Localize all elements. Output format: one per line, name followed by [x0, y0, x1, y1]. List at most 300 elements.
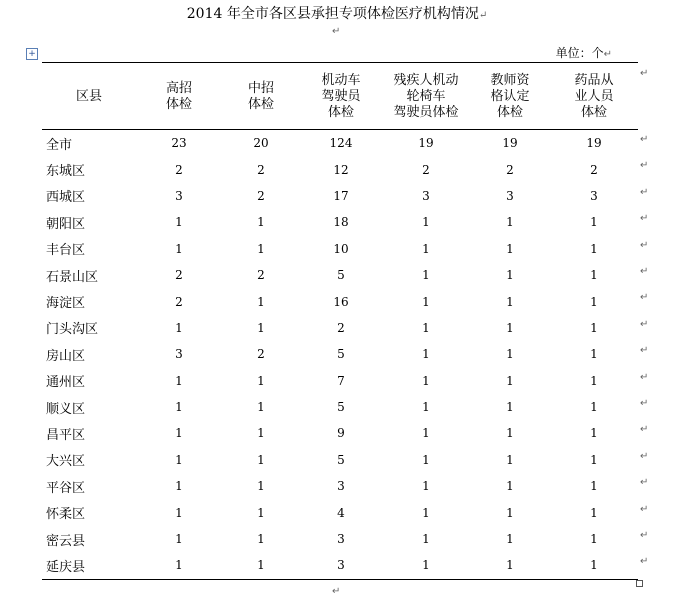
- table-row: [42, 368, 638, 394]
- cell-value: 124: [329, 136, 353, 151]
- cell-value: 18: [333, 215, 349, 230]
- district-name-text: 房山区: [46, 348, 86, 364]
- table-row: [42, 262, 638, 288]
- cell-value: 2: [175, 294, 183, 309]
- district-name-text: 东城区: [46, 164, 86, 180]
- district-name-text: 平谷区: [46, 480, 86, 496]
- row-end-mark-icon: ↵: [640, 160, 649, 172]
- table-cell: [222, 499, 300, 525]
- table-cell: [222, 473, 300, 499]
- table-cell: [382, 473, 470, 499]
- district-name: [42, 156, 136, 182]
- column-header: [470, 63, 550, 130]
- table-row: [42, 315, 638, 341]
- table-cell: [300, 526, 382, 552]
- cell-value: 1: [590, 452, 598, 467]
- cell-value: 1: [422, 479, 430, 494]
- column-header-line: 轮椅车: [406, 89, 446, 104]
- table-row: [42, 552, 638, 579]
- column-header-line: 体检: [165, 97, 192, 112]
- table-cell: [300, 288, 382, 314]
- table-cell: [300, 209, 382, 235]
- table-cell: [382, 262, 470, 288]
- table-cell: [470, 288, 550, 314]
- cell-value: 1: [422, 505, 430, 520]
- table-cell: [550, 368, 638, 394]
- table-cell: [550, 420, 638, 446]
- table-cell: [222, 315, 300, 341]
- table-cell: [222, 183, 300, 209]
- cell-value: 1: [506, 294, 514, 309]
- column-header-line: 药品从: [574, 73, 614, 88]
- cell-value: 1: [175, 505, 183, 520]
- table-row: [42, 156, 638, 182]
- row-end-mark-icon: ↵: [640, 556, 649, 568]
- cell-value: 1: [422, 215, 430, 230]
- cell-value: 2: [257, 268, 265, 283]
- row-end-mark-icon: ↵: [640, 134, 649, 145]
- table-row: [42, 341, 638, 367]
- district-name: [42, 499, 136, 525]
- cell-value: 3: [422, 188, 430, 203]
- district-name: [42, 315, 136, 341]
- column-header-line: 驾驶员: [321, 89, 361, 104]
- table-cell: [382, 315, 470, 341]
- paragraph-mark-icon: ↵: [478, 10, 488, 21]
- district-name-text: 朝阳区: [46, 216, 86, 232]
- cell-value: 1: [590, 505, 598, 520]
- unit-label: 单位：个↵: [555, 46, 612, 60]
- district-name: [42, 526, 136, 552]
- table-row: [42, 499, 638, 525]
- cell-value: 12: [333, 162, 349, 177]
- cell-value: 1: [506, 452, 514, 467]
- table-cell: [550, 341, 638, 367]
- table-cell: [382, 183, 470, 209]
- table-cell: [136, 156, 222, 182]
- district-name-text: 门头沟区: [46, 322, 99, 338]
- table-cell: [136, 183, 222, 209]
- table-cell: [222, 156, 300, 182]
- table-cell: [470, 209, 550, 235]
- cell-value: 1: [175, 241, 183, 256]
- table-cell: [300, 262, 382, 288]
- table-cell: [550, 130, 638, 157]
- table-cell: [136, 130, 222, 157]
- table-cell: [222, 447, 300, 473]
- table-cell: [300, 447, 382, 473]
- column-header-line: 体检: [580, 105, 607, 120]
- cell-value: 2: [257, 162, 265, 177]
- table-cell: [222, 209, 300, 235]
- cell-value: 1: [257, 215, 265, 230]
- cell-value: 3: [590, 188, 598, 203]
- table-cell: [136, 368, 222, 394]
- row-end-mark-icon: ↵: [640, 345, 649, 357]
- cell-value: 1: [590, 373, 598, 388]
- table-cell: [136, 473, 222, 499]
- table-cell: [300, 183, 382, 209]
- district-name: [42, 420, 136, 446]
- table-row: [42, 473, 638, 499]
- table-cell: [550, 288, 638, 314]
- cell-value: 1: [257, 479, 265, 494]
- cell-value: 1: [590, 479, 598, 494]
- cell-value: 10: [333, 241, 349, 256]
- table-cell: [136, 394, 222, 420]
- table-cell: [300, 341, 382, 367]
- table-cell: [382, 236, 470, 262]
- table-row: [42, 130, 638, 157]
- cell-value: 3: [337, 558, 345, 573]
- cell-value: 17: [333, 188, 349, 203]
- district-name: [42, 341, 136, 367]
- cell-value: 1: [506, 268, 514, 283]
- cell-value: 5: [337, 268, 345, 283]
- table-cell: [136, 552, 222, 579]
- column-header: [550, 63, 638, 130]
- cell-value: 5: [337, 400, 345, 415]
- table-cell: [550, 499, 638, 525]
- table-cell: [550, 447, 638, 473]
- cell-value: 19: [418, 136, 434, 151]
- cell-value: 1: [257, 532, 265, 547]
- page-title: 2014 年全市各区县承担专项体检医疗机构情况↵: [186, 6, 488, 22]
- table-cell: [470, 183, 550, 209]
- cell-value: 19: [502, 136, 518, 151]
- cell-value: 2: [337, 320, 345, 335]
- table-cell: [300, 552, 382, 579]
- cell-value: 23: [171, 136, 187, 151]
- table-row: [42, 288, 638, 314]
- table-cell: [300, 315, 382, 341]
- cell-value: 1: [506, 215, 514, 230]
- district-name-text: 通州区: [46, 375, 86, 391]
- table-cell: [136, 499, 222, 525]
- cell-value: 1: [506, 532, 514, 547]
- row-end-mark-icon: ↵: [640, 530, 649, 541]
- cell-value: 2: [175, 268, 183, 283]
- cell-value: 1: [257, 294, 265, 309]
- table-cell: [550, 473, 638, 499]
- district-name-text: 丰台区: [46, 243, 86, 259]
- column-header-line: 高招: [165, 81, 192, 96]
- cell-value: 1: [175, 558, 183, 573]
- table-cell: [136, 209, 222, 235]
- cell-value: 20: [253, 136, 269, 151]
- column-header-line: 残疾人机动: [393, 73, 459, 88]
- cell-value: 1: [590, 215, 598, 230]
- district-name: [42, 209, 136, 235]
- table-cell: [470, 552, 550, 579]
- cell-value: 1: [506, 347, 514, 362]
- cell-value: 5: [337, 347, 345, 362]
- cell-value: 2: [257, 188, 265, 203]
- district-name: [42, 262, 136, 288]
- cell-value: 3: [337, 479, 345, 494]
- column-header-line: 业人员: [574, 89, 614, 104]
- cell-value: 1: [257, 426, 265, 441]
- column-header: [222, 63, 300, 130]
- table-cell: [550, 209, 638, 235]
- table-cell: [550, 552, 638, 579]
- table-cell: [470, 262, 550, 288]
- district-name: [42, 368, 136, 394]
- table-move-handle-icon[interactable]: +: [26, 48, 38, 60]
- row-end-mark-icon: ↵: [640, 68, 649, 79]
- cell-value: 1: [175, 532, 183, 547]
- table-row: [42, 447, 638, 473]
- table-cell: [470, 315, 550, 341]
- table-cell: [300, 130, 382, 157]
- row-end-mark-icon: ↵: [640, 424, 649, 436]
- cell-value: 1: [590, 241, 598, 256]
- cell-value: 1: [506, 373, 514, 388]
- table-cell: [222, 130, 300, 157]
- table-row: [42, 526, 638, 552]
- table-row: [42, 420, 638, 446]
- table-cell: [550, 315, 638, 341]
- row-end-mark-icon: ↵: [640, 213, 649, 225]
- table-cell: [550, 156, 638, 182]
- table-cell: [222, 236, 300, 262]
- cell-value: 1: [506, 320, 514, 335]
- table-cell: [382, 499, 470, 525]
- cell-value: 9: [337, 426, 345, 441]
- cell-value: 1: [590, 426, 598, 441]
- cell-value: 1: [257, 558, 265, 573]
- district-name: [42, 473, 136, 499]
- cell-value: 1: [590, 268, 598, 283]
- cell-value: 1: [422, 268, 430, 283]
- row-end-mark-icon: ↵: [640, 398, 649, 409]
- district-name-text: 大兴区: [46, 454, 86, 470]
- cell-value: 1: [506, 426, 514, 441]
- table-row: [42, 394, 638, 420]
- table-cell: [136, 341, 222, 367]
- row-end-mark-icon: ↵: [640, 239, 649, 251]
- table-resize-handle-icon[interactable]: [636, 580, 643, 587]
- table-cell: [470, 394, 550, 420]
- row-end-mark-icon: ↵: [640, 477, 649, 489]
- cell-value: 3: [506, 188, 514, 203]
- cell-value: 1: [175, 479, 183, 494]
- cell-value: 5: [337, 452, 345, 467]
- table-cell: [382, 341, 470, 367]
- table-cell: [300, 499, 382, 525]
- table-cell: [222, 368, 300, 394]
- cell-value: 2: [257, 347, 265, 362]
- column-header: [136, 63, 222, 130]
- cell-value: 1: [257, 373, 265, 388]
- table-cell: [382, 209, 470, 235]
- cell-value: 1: [506, 241, 514, 256]
- cell-value: 1: [422, 347, 430, 362]
- table-cell: [550, 526, 638, 552]
- cell-value: 1: [257, 452, 265, 467]
- table-header-row: [42, 63, 638, 130]
- table-cell: [222, 420, 300, 446]
- table-cell: [382, 130, 470, 157]
- column-header-line: 体检: [496, 105, 523, 120]
- cell-value: 1: [422, 373, 430, 388]
- district-name-text: 西城区: [46, 190, 86, 206]
- column-header-line: 机动车: [321, 73, 361, 88]
- cell-value: 1: [506, 479, 514, 494]
- cell-value: 1: [257, 400, 265, 415]
- cell-value: 1: [175, 215, 183, 230]
- table-cell: [470, 420, 550, 446]
- table-cell: [300, 473, 382, 499]
- table-cell: [550, 236, 638, 262]
- cell-value: 2: [422, 162, 430, 177]
- table-cell: [470, 473, 550, 499]
- table-cell: [222, 341, 300, 367]
- table-cell: [382, 420, 470, 446]
- cell-value: 1: [590, 320, 598, 335]
- table-cell: [300, 368, 382, 394]
- cell-value: 2: [506, 162, 514, 177]
- table-cell: [382, 526, 470, 552]
- table-cell: [470, 368, 550, 394]
- column-header-line: 体检: [247, 97, 274, 112]
- cell-value: 1: [422, 400, 430, 415]
- column-header: [382, 63, 470, 130]
- table-row: [42, 236, 638, 262]
- cell-value: 1: [175, 320, 183, 335]
- cell-value: 1: [257, 320, 265, 335]
- cell-value: 1: [422, 241, 430, 256]
- row-end-mark-icon: ↵: [640, 266, 649, 277]
- district-name-text: 顺义区: [46, 401, 86, 417]
- district-name: [42, 288, 136, 314]
- table-cell: [382, 394, 470, 420]
- table-row: [42, 183, 638, 209]
- cell-value: 2: [175, 162, 183, 177]
- table-cell: [136, 447, 222, 473]
- table-cell: [550, 262, 638, 288]
- table-cell: [222, 288, 300, 314]
- cell-value: 1: [175, 373, 183, 388]
- cell-value: 3: [175, 347, 183, 362]
- district-name: [42, 130, 136, 157]
- cell-value: 3: [175, 188, 183, 203]
- cell-value: 1: [590, 532, 598, 547]
- column-header: [42, 63, 136, 130]
- row-end-mark-icon: ↵: [640, 318, 649, 330]
- cell-value: 1: [506, 505, 514, 520]
- row-end-mark-icon: ↵: [640, 450, 649, 462]
- table-cell: [382, 156, 470, 182]
- cell-value: 7: [337, 373, 345, 388]
- cell-value: 1: [175, 426, 183, 441]
- table-cell: [136, 288, 222, 314]
- paragraph-mark-icon: ↵: [332, 586, 341, 597]
- column-header-line: 中招: [247, 81, 274, 96]
- row-end-mark-icon: ↵: [640, 292, 649, 304]
- table-cell: [136, 236, 222, 262]
- district-name-text: 全市: [46, 137, 73, 153]
- table-cell: [470, 447, 550, 473]
- cell-value: 1: [590, 294, 598, 309]
- table-cell: [136, 262, 222, 288]
- district-name-text: 昌平区: [46, 427, 86, 443]
- table-cell: [300, 394, 382, 420]
- district-name: [42, 394, 136, 420]
- table-cell: [470, 499, 550, 525]
- table-cell: [222, 262, 300, 288]
- cell-value: 1: [257, 241, 265, 256]
- district-name-text: 延庆县: [46, 559, 86, 575]
- table-cell: [382, 368, 470, 394]
- row-end-mark-icon: ↵: [640, 186, 649, 198]
- table-cell: [136, 420, 222, 446]
- table-cell: [222, 394, 300, 420]
- cell-value: 1: [175, 452, 183, 467]
- column-header-line: 格认定: [490, 89, 530, 104]
- column-header-line: 区县: [75, 89, 102, 104]
- table-cell: [470, 156, 550, 182]
- cell-value: 16: [333, 294, 349, 309]
- table-cell: [550, 183, 638, 209]
- district-name: [42, 236, 136, 262]
- district-name: [42, 183, 136, 209]
- cell-value: 1: [506, 558, 514, 573]
- cell-value: 1: [590, 558, 598, 573]
- cell-value: 3: [337, 532, 345, 547]
- cell-value: 4: [337, 505, 345, 520]
- district-name-text: 海淀区: [46, 296, 86, 312]
- cell-value: 2: [590, 162, 598, 177]
- table-cell: [470, 236, 550, 262]
- cell-value: 1: [422, 452, 430, 467]
- table-cell: [222, 552, 300, 579]
- table-cell: [550, 394, 638, 420]
- cell-value: 1: [422, 426, 430, 441]
- district-name-text: 怀柔区: [46, 507, 86, 523]
- cell-value: 1: [590, 400, 598, 415]
- data-table: [42, 62, 638, 580]
- table-cell: [470, 341, 550, 367]
- district-name-text: 密云县: [46, 533, 86, 549]
- district-name-text: 石景山区: [46, 269, 99, 285]
- cell-value: 19: [586, 136, 602, 151]
- table-cell: [470, 526, 550, 552]
- paragraph-mark-icon: ↵: [603, 49, 612, 60]
- cell-value: 1: [422, 294, 430, 309]
- table-row: [42, 209, 638, 235]
- cell-value: 1: [422, 320, 430, 335]
- table-cell: [300, 156, 382, 182]
- table-cell: [300, 236, 382, 262]
- table-cell: [136, 315, 222, 341]
- cell-value: 1: [422, 558, 430, 573]
- cell-value: 1: [506, 400, 514, 415]
- cell-value: 1: [590, 347, 598, 362]
- table-cell: [382, 288, 470, 314]
- row-end-mark-icon: ↵: [640, 371, 649, 383]
- cell-value: 1: [422, 532, 430, 547]
- district-name: [42, 447, 136, 473]
- column-header-line: 体检: [327, 105, 354, 120]
- cell-value: 1: [175, 400, 183, 415]
- cell-value: 1: [257, 505, 265, 520]
- table-cell: [382, 447, 470, 473]
- table-cell: [382, 552, 470, 579]
- table-cell: [470, 130, 550, 157]
- column-header: [300, 63, 382, 130]
- column-header-line: 教师资: [490, 73, 530, 88]
